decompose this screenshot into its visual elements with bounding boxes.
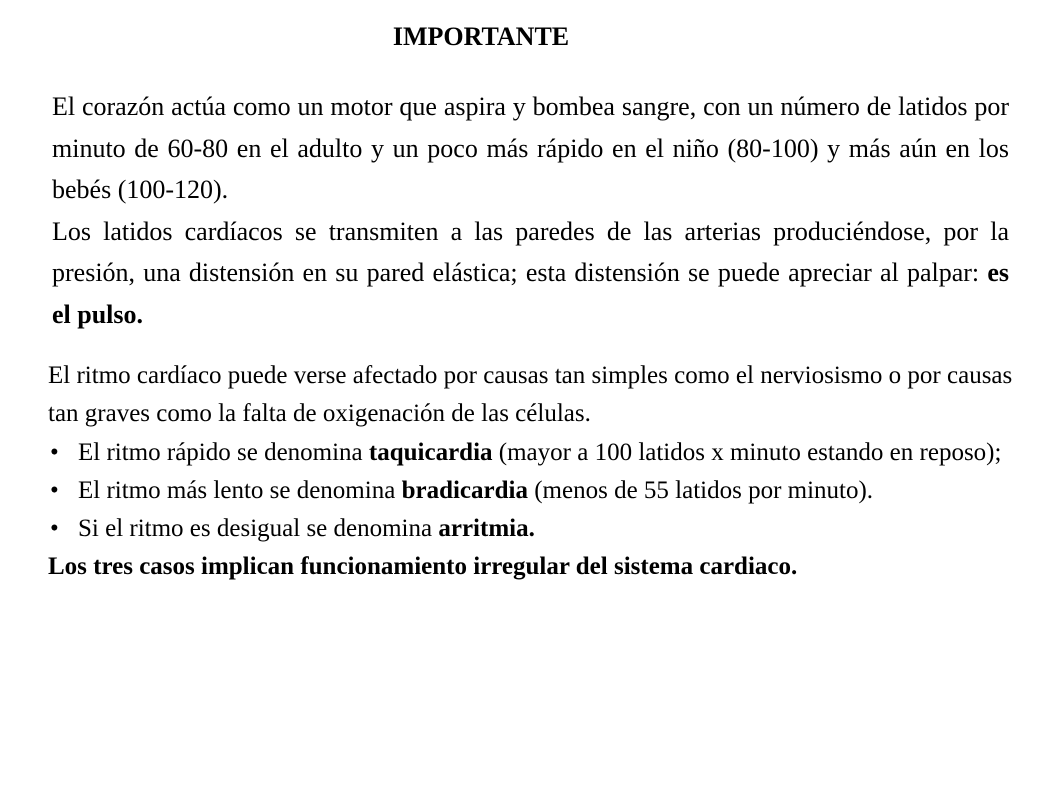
term-bradicardia: bradicardia bbox=[401, 476, 528, 504]
bullet-icon: • bbox=[50, 438, 59, 466]
intro-section bbox=[52, 86, 1009, 335]
bullet-text: El ritmo más lento se denomina bbox=[78, 476, 402, 504]
conclusion-bold: Los tres casos implican funcionamiento irregular del sistema cardiaco. bbox=[48, 553, 798, 581]
bullet-icon: • bbox=[50, 476, 59, 504]
list-item bbox=[48, 472, 1013, 510]
bullet-text: Si el ritmo es desigual se denomina bbox=[78, 515, 439, 543]
list-item bbox=[48, 510, 1013, 548]
intro-paragraph-2-text: Los latidos cardíacos se transmiten a las paredes de las arterias produciéndose, por la presión, una distensión en su pared elástica; esta distensión se puede apreciar al palpar: bbox=[52, 216, 1009, 287]
term-arritmia: arritmia. bbox=[438, 515, 535, 543]
conclusion-text bbox=[48, 548, 1013, 586]
bullet-text: (mayor a 100 latidos x minuto estando en reposo); bbox=[492, 438, 1002, 466]
term-taquicardia: taquicardia bbox=[368, 438, 493, 466]
bullet-text: (menos de 55 latidos por minuto). bbox=[527, 476, 874, 504]
list-item bbox=[48, 434, 1013, 472]
bullet-text: El ritmo rápido se denomina bbox=[78, 438, 369, 466]
bullet-icon: • bbox=[50, 515, 59, 543]
rhythm-bullet-list bbox=[48, 434, 1013, 549]
rhythm-paragraph: El ritmo cardíaco puede verse afectado por causas tan simples como el nerviosismo o por causas tan graves como la falta de oxigenación de las células. bbox=[48, 362, 1013, 428]
intro-paragraph-1: El corazón actúa como un motor que aspira y bombea sangre, con un número de latidos por minuto de 60-80 en el adulto y un poco más rápido en el niño (80-100) y más aún en los bebés (100-120). bbox=[52, 92, 1009, 204]
page-title: IMPORTANTE bbox=[392, 22, 570, 51]
rhythm-section bbox=[48, 357, 1013, 587]
intro-paragraph-2 bbox=[52, 211, 1009, 336]
pulse-highlight: es el pulso. bbox=[52, 258, 1010, 329]
